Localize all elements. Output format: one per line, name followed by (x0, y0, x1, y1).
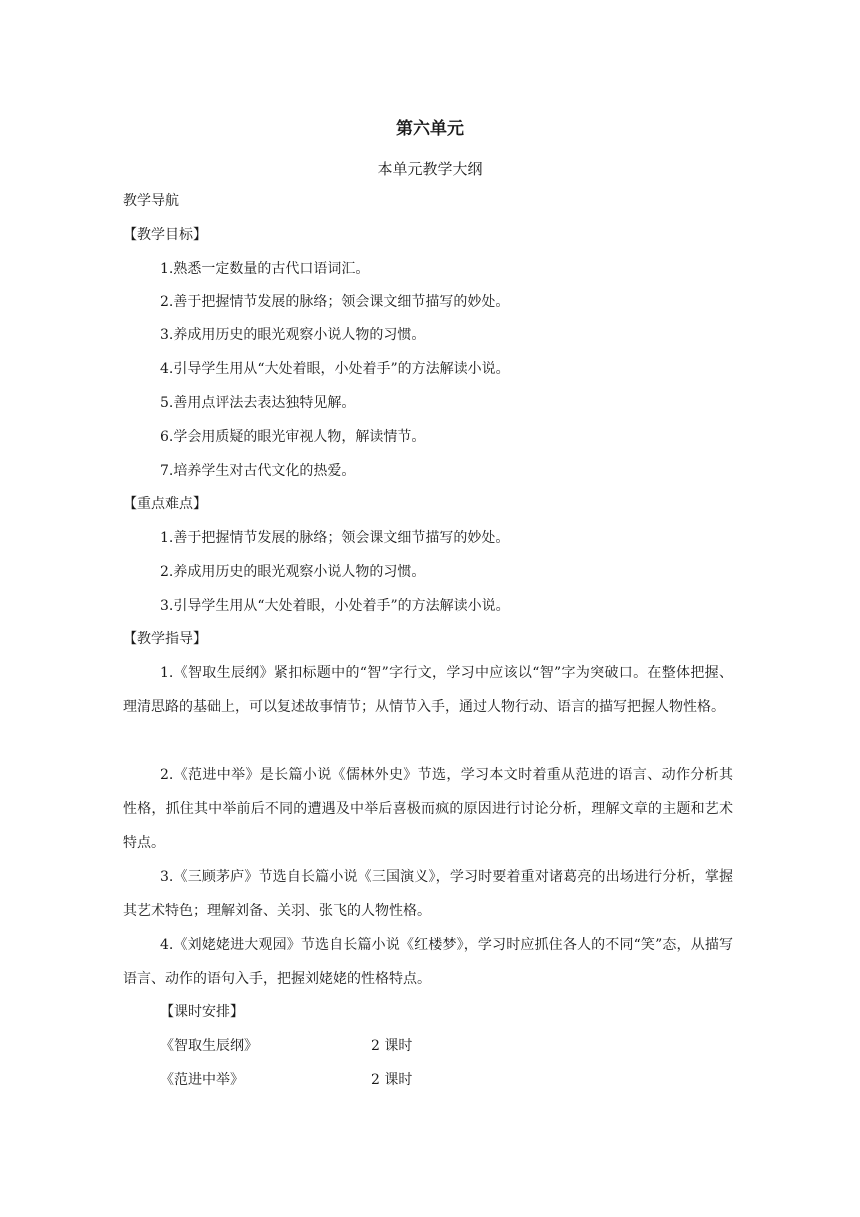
goal-item: 3.养成用历史的眼光观察小说人物的习惯。 (160, 327, 426, 343)
key-points-heading: 【重点难点】 (123, 496, 207, 512)
key-point-item: 3.引导学生用从“大处着眼，小处着手”的方法解读小说。 (160, 598, 510, 614)
guidance-paragraph: 4.《刘姥姥进大观园》节选自长篇小说《红楼梦》，学习时应抓住各人的不同“笑”态，从描写语言、动作的语句入手，把握刘姥姥的性格特点。 (123, 937, 733, 987)
key-point-item: 2.养成用历史的眼光观察小说人物的习惯。 (160, 564, 426, 580)
goal-item: 1.熟悉一定数量的古代口语词汇。 (160, 261, 370, 277)
schedule-hours: 2 课时 (371, 1038, 413, 1054)
goal-item: 6.学会用质疑的眼光审视人物，解读情节。 (160, 429, 426, 445)
goal-item: 5.善用点评法去表达独特见解。 (160, 395, 356, 411)
key-point-item: 1.善于把握情节发展的脉络；领会课文细节描写的妙处。 (160, 530, 510, 546)
unit-subtitle: 本单元教学大纲 (377, 160, 483, 178)
guidance-heading: 【教学指导】 (123, 631, 207, 647)
goal-item: 2.善于把握情节发展的脉络；领会课文细节描写的妙处。 (160, 294, 510, 310)
schedule-course: 《智取生辰纲》 (160, 1038, 258, 1054)
schedule-hours: 2 课时 (371, 1072, 413, 1088)
guidance-paragraph: 2.《范进中举》是长篇小说《儒林外史》节选，学习本文时着重从范进的语言、动作分析其性格，抓住其中举前后不同的遭遇及中举后喜极而疯的原因进行讨论分析，理解文章的主题和艺术特点。 (123, 767, 733, 851)
guidance-paragraph: 3.《三顾茅庐》节选自长篇小说《三国演义》，学习时要着重对诸葛亮的出场进行分析，掌握其艺术特色；理解刘备、关羽、张飞的人物性格。 (123, 869, 733, 919)
schedule-heading: 【课时安排】 (160, 1004, 244, 1020)
goal-item: 4.引导学生用从“大处着眼，小处着手”的方法解读小说。 (160, 361, 510, 377)
schedule-course: 《范进中举》 (160, 1072, 244, 1088)
nav-heading: 教学导航 (123, 193, 179, 209)
goal-item: 7.培养学生对古代文化的热爱。 (160, 463, 356, 479)
unit-title: 第六单元 (396, 119, 464, 139)
goals-heading: 【教学目标】 (123, 227, 207, 243)
guidance-paragraph: 1.《智取生辰纲》紧扣标题中的“智”字行文，学习中应该以“智”字为突破口。在整体把握、理清思路的基础上，可以复述故事情节；从情节入手，通过人物行动、语言的描写把握人物性格。 (123, 665, 733, 715)
